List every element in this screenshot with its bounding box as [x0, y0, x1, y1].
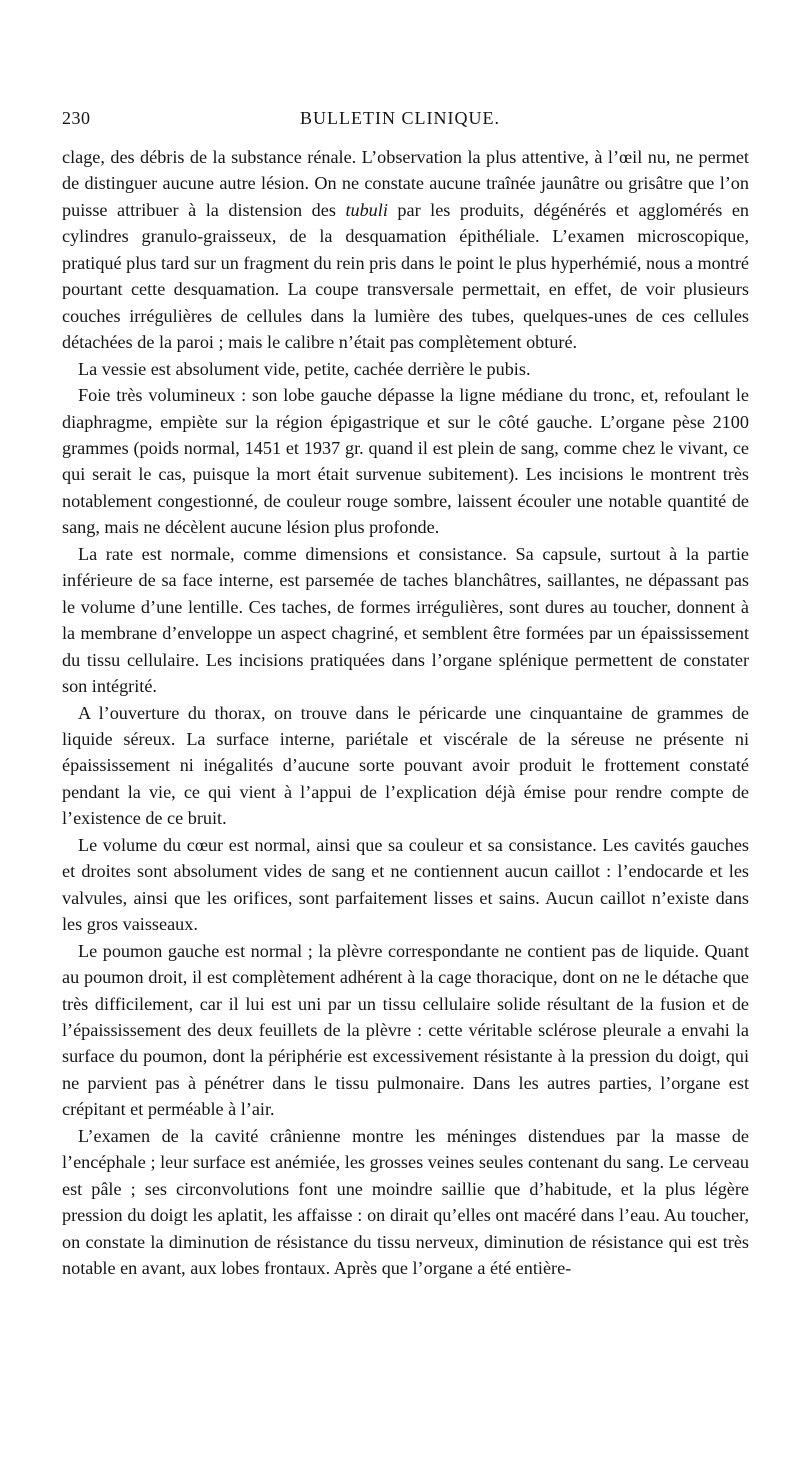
running-title: BULLETIN CLINIQUE. [300, 108, 500, 128]
paragraph-heart: Le volume du cœur est normal, ainsi que sa couleur et sa consistance. Les cavités gauches et droites sont absolument vides de sang et ne contiennent aucun caillot : l’endocarde et les valvules, ainsi que les orifices, sont parfaitement lisses et sains. Aucun caillot n’existe dans les gros vaisseaux. [62, 834, 749, 935]
italic-term: tubuli [345, 199, 388, 220]
paragraph-liver: Foie très volumineux : son lobe gauche dépasse la ligne médiane du tronc, et, refoulant le diaphragme, empiète sur la région épigastrique et sur le côté gauche. L’organe pèse 2100 grammes (poids normal, 1451 et 1937 gr. quand il est plein de sang, comme chez le vivant, ce qui serait le cas, puisque la mort était survenue subitement). Les incisions le montrent très notablement congestionné, de couleur rouge sombre, laissent écouler une notable quantité de sang, mais ne décèlent aucune lésion plus profonde. [62, 385, 749, 538]
paragraph-brain: L’examen de la cavité crânienne montre les méninges distendues par la masse de l’encéphale ; leur surface est anémiée, les grosses veines seules contenant du sang. Le cerveau est pâle ; ses circonvolutions font une moindre saillie que d’habitude, et la plus légère pression du doigt les aplatit, les affaisse : on dirait qu’elles ont macéré dans l’eau. Au toucher, on constate la diminution de résistance du tissu nerveux, diminution de résistance qui est très notable en avant, aux lobes frontaux. Après que l’organe a été entière- [62, 1125, 749, 1279]
paragraph-spleen: La rate est normale, comme dimensions et consistance. Sa capsule, surtout à la partie inférieure de sa face interne, est parsemée de taches blanchâtres, saillantes, ne dépassant pas le volume d’une lentille. Ces taches, de formes irrégulières, sont dures au toucher, donnent à la membrane d’enveloppe un aspect chagriné, et semblent être formées par un épaississement du tissu cellulaire. Les incisions pratiquées dans l’organe splénique permettent de constater son intégrité. [62, 543, 749, 697]
page-header [62, 108, 738, 132]
paragraph-kidney: clage, des débris de la substance rénale. L’observation la plus attentive, à l’œil nu, ne permet de distinguer aucune autre lésion. On ne constate aucune traînée jaunâtre ou grisâtre que l’on puisse attribuer à la distension des tubuli par les produits, dégénérés et agglomérés en cylindres granulo-graisseux, de la desquamation épithéliale. L’examen microscopique, pratiqué plus tard sur un fragment du rein pris dans le point le plus hyperhémié, nous a montré pourtant cette desquamation. La coupe transversale permettait, en effet, de voir plusieurs couches irrégulières de cellules dans la lumière des tubes, quelques-unes de ces cellules détachées de la paroi ; mais le calibre n’était pas complètement obturé. [62, 147, 749, 353]
body-text [62, 144, 749, 1281]
page-number: 230 [62, 108, 91, 128]
paragraph-thorax: A l’ouverture du thorax, on trouve dans le péricarde une cinquantaine de grammes de liquide séreux. La surface interne, pariétale et viscérale de la séreuse ne présente ni épaississement ni inégalités d’aucune sorte pouvant avoir produit le frottement constaté pendant la vie, ce qui vient à l’appui de l’explication déjà émise pour rendre compte de l’existence de ce bruit. [62, 702, 749, 829]
paragraph-lungs: Le poumon gauche est normal ; la plèvre correspondante ne contient pas de liquide. Quant au poumon droit, il est complètement adhérent à la cage thoracique, dont on ne le détache que très difficilement, car il lui est uni par un tissu cellulaire solide résultant de la fusion et de l’épaississement des deux feuillets de la plèvre : cette véritable sclérose pleurale a envahi la surface du poumon, dont la périphérie est excessivement résistante à la pression du doigt, qui ne parvient pas à pénétrer dans le tissu pulmonaire. Dans les autres parties, l’organe est crépitant et perméable à l’air. [62, 940, 749, 1120]
paragraph-bladder: La vessie est absolument vide, petite, cachée derrière le pubis. [78, 358, 531, 379]
